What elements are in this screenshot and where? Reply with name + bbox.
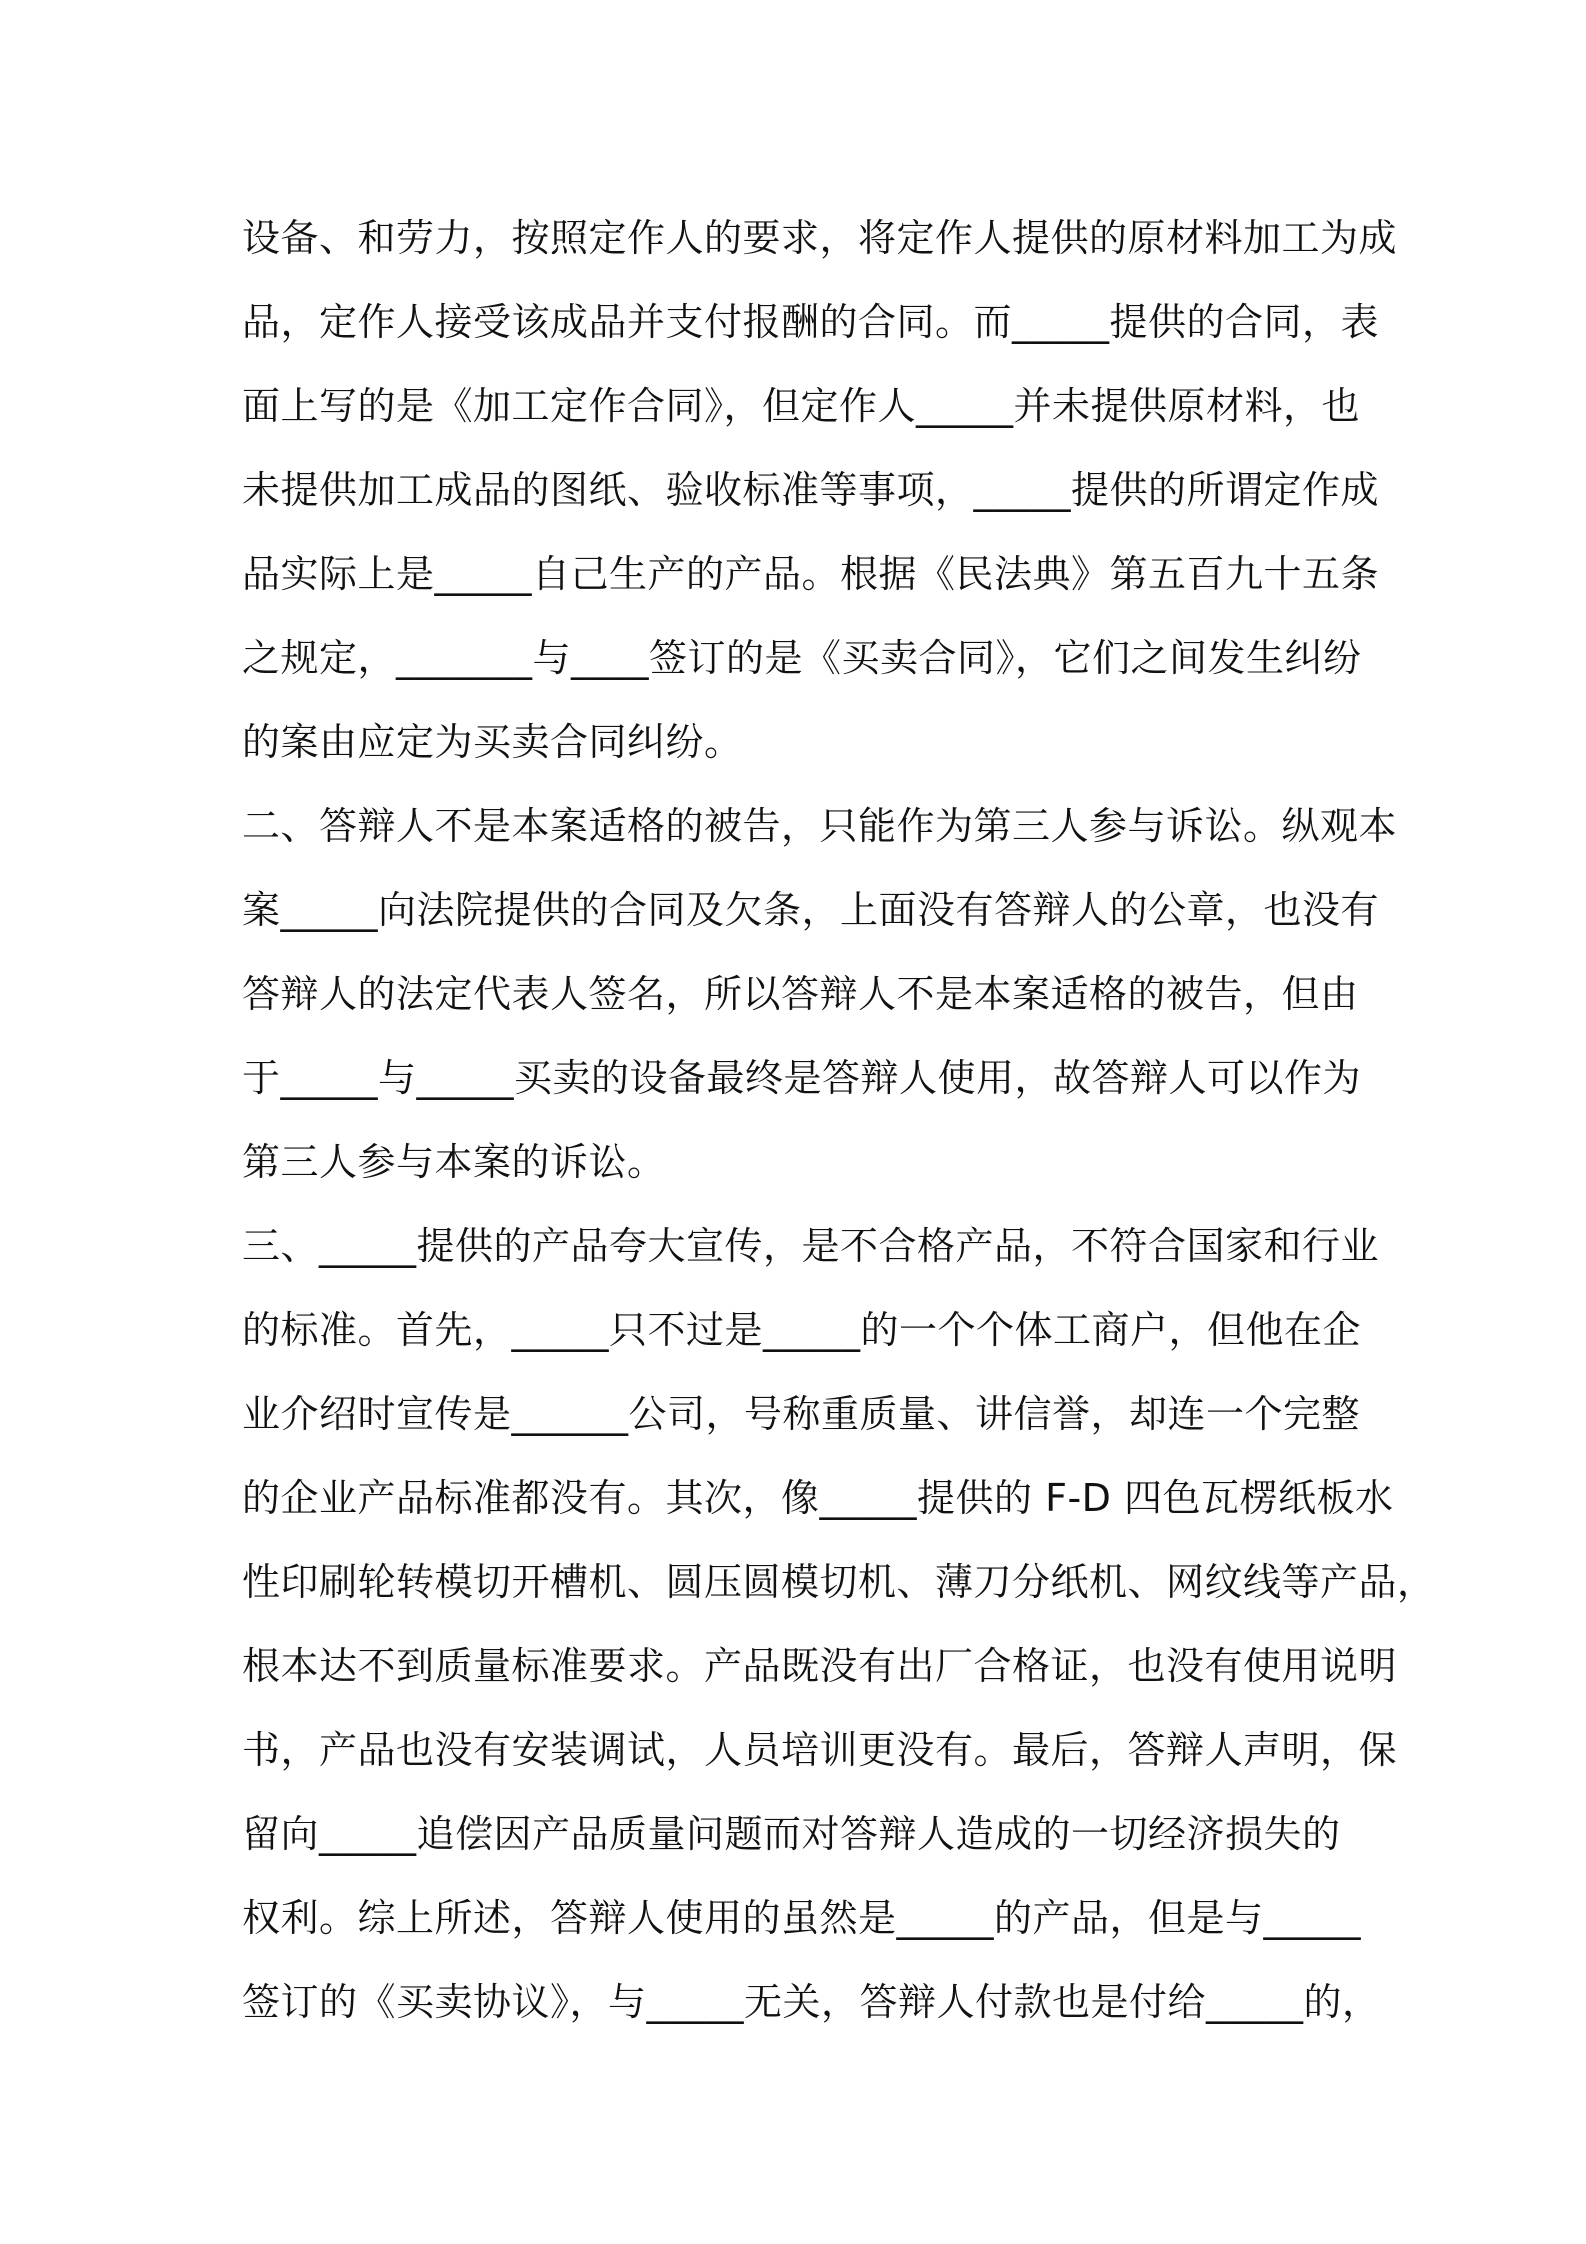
text-line: 书，产品也没有安装调试，人员培训更没有。最后，答辩人声明，保 bbox=[242, 1728, 1398, 1772]
text-line: 签订的《买卖协议》，与_____无关，答辩人付款也是付给_____的， bbox=[242, 1980, 1381, 2024]
text-line: 的案由应定为买卖合同纠纷。 bbox=[242, 720, 743, 764]
text-line: 品，定作人接受该成品并支付报酬的合同。而_____提供的合同，表 bbox=[242, 300, 1380, 344]
text-line: 业介绍时宣传是______公司，号称重质量、讲信誉，却连一个完整 bbox=[242, 1392, 1361, 1436]
text-line: 面上写的是《加工定作合同》，但定作人_____并未提供原材料，也 bbox=[242, 384, 1361, 428]
text-line: 未提供加工成品的图纸、验收标准等事项，_____提供的所谓定作成 bbox=[242, 468, 1380, 512]
text-line: 的标准。首先，_____只不过是_____的一个个体工商户，但他在企 bbox=[242, 1308, 1362, 1352]
text-line: 品实际上是_____自己生产的产品。根据《民法典》第五百九十五条 bbox=[242, 552, 1380, 596]
text-line: 权利。综上所述，答辩人使用的虽然是_____的产品，但是与_____ bbox=[242, 1896, 1362, 1940]
document-body bbox=[242, 196, 1436, 2044]
section-heading-line: 二、答辩人不是本案适格的被告，只能作为第三人参与诉讼。纵观本 bbox=[242, 804, 1398, 848]
section-heading-line: 三、_____提供的产品夸大宣传，是不合格产品，不符合国家和行业 bbox=[242, 1224, 1380, 1268]
text-line: 设备、和劳力，按照定作人的要求，将定作人提供的原材料加工为成 bbox=[242, 216, 1398, 260]
text-line: 之规定，_______与____签订的是《买卖合同》，它们之间发生纠纷 bbox=[242, 636, 1362, 680]
text-line: 留向_____追偿因产品质量问题而对答辩人造成的一切经济损失的 bbox=[242, 1812, 1341, 1856]
text-line: 根本达不到质量标准要求。产品既没有出厂合格证，也没有使用说明 bbox=[242, 1644, 1398, 1688]
text-line: 性印刷轮转模切开槽机、圆压圆模切机、薄刀分纸机、网纹线等产品， bbox=[242, 1560, 1436, 1604]
text-line: 于_____与_____买卖的设备最终是答辩人使用，故答辩人可以作为 bbox=[242, 1056, 1362, 1100]
text-line: 的企业产品标准都没有。其次，像_____提供的 F-D 四色瓦楞纸板水 bbox=[242, 1476, 1394, 1520]
text-line: 第三人参与本案的诉讼。 bbox=[242, 1140, 666, 1184]
text-line: 答辩人的法定代表人签名，所以答辩人不是本案适格的被告，但由 bbox=[242, 972, 1359, 1016]
text-line: 案_____向法院提供的合同及欠条，上面没有答辩人的公章，也没有 bbox=[242, 888, 1380, 932]
